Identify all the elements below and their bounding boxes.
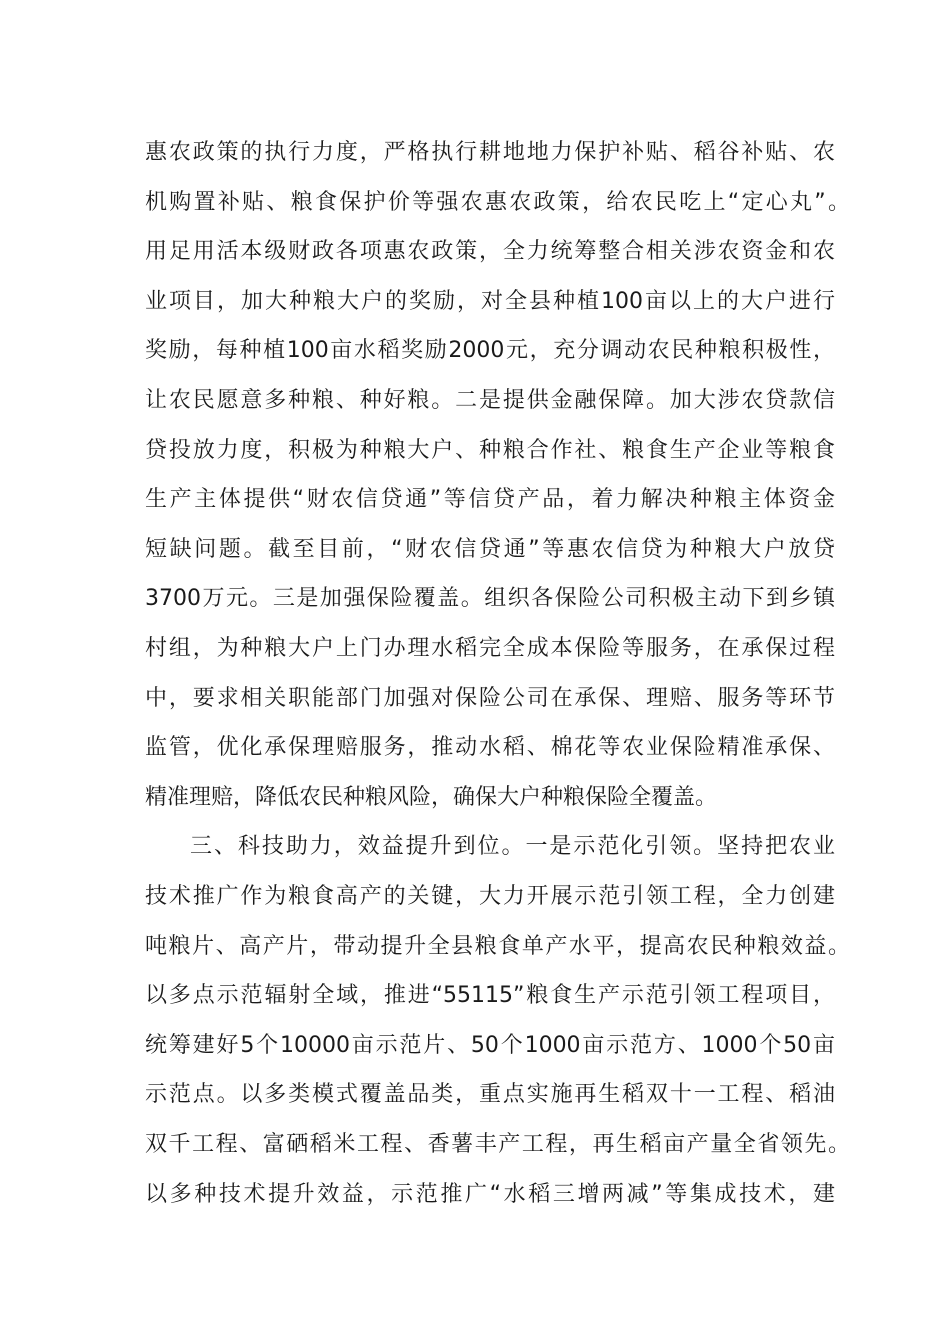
text-line: 监管，优化承保理赔服务，推动水稻、棉花等农业保险精准承保、 <box>145 735 835 760</box>
text-line: 短缺问题。截至目前，“财农信贷通”等惠农信贷为种粮大户放贷 <box>145 537 835 562</box>
text-line: 生产主体提供“财农信贷通”等信贷产品，着力解决种粮主体资金 <box>145 487 835 512</box>
text-line: 贷投放力度，积极为种粮大户、种粮合作社、粮食生产企业等粮食 <box>145 438 835 463</box>
text-line: 技术推广作为粮食高产的关键，大力开展示范引领工程，全力创建 <box>145 884 835 909</box>
text-line: 奖励，每种植100亩水稻奖励2000元，充分调动农民种粮积极性， <box>145 338 835 363</box>
text-line: 让农民愿意多种粮、种好粮。二是提供金融保障。加大涉农贷款信 <box>145 388 835 413</box>
text-line: 业项目，加大种粮大户的奖励，对全县种植100亩以上的大户进行 <box>145 289 835 314</box>
text-line: 以多点示范辐射全域，推进“55115”粮食生产示范引领工程项目， <box>145 983 835 1008</box>
text-line: 惠农政策的执行力度，严格执行耕地地力保护补贴、稻谷补贴、农 <box>145 140 835 165</box>
section-heading-line: 三、科技助力，效益提升到位。一是示范化引领。坚持把农业 <box>190 834 835 859</box>
text-line: 精准理赔，降低农民种粮风险，确保大户种粮保险全覆盖。 <box>145 785 718 810</box>
text-line: 双千工程、富硒稻米工程、香薯丰产工程，再生稻亩产量全省领先。 <box>145 1132 850 1157</box>
text-line: 机购置补贴、粮食保护价等强农惠农政策，给农民吃上“定心丸”。 <box>145 190 850 215</box>
text-line: 村组，为种粮大户上门办理水稻完全成本保险等服务，在承保过程 <box>145 636 835 661</box>
text-line: 用足用活本级财政各项惠农政策，全力统筹整合相关涉农资金和农 <box>145 239 835 264</box>
text-line: 3700万元。三是加强保险覆盖。组织各保险公司积极主动下到乡镇 <box>145 586 835 611</box>
text-line: 示范点。以多类模式覆盖品类，重点实施再生稻双十一工程、稻油 <box>145 1082 835 1107</box>
text-line: 中，要求相关职能部门加强对保险公司在承保、理赔、服务等环节 <box>145 686 835 711</box>
text-line: 以多种技术提升效益，示范推广“水稻三增两减”等集成技术，建 <box>145 1182 835 1207</box>
text-line: 统筹建好5个10000亩示范片、50个1000亩示范方、1000个50亩 <box>145 1033 835 1058</box>
text-line: 吨粮片、高产片，带动提升全县粮食单产水平，提高农民种粮效益。 <box>145 934 850 959</box>
